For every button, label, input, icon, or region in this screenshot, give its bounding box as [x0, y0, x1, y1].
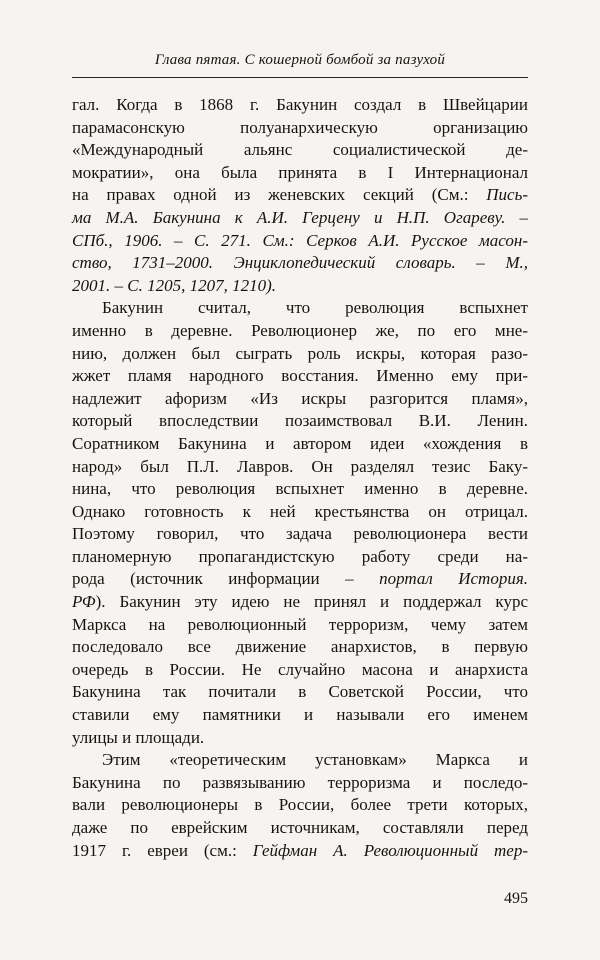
text-line — [72, 297, 528, 320]
text-line — [72, 681, 528, 704]
text-line — [72, 772, 528, 795]
text-run: гал. Когда в 1868 г. Бакунин создал в Швейцарии — [72, 95, 528, 114]
text-line — [72, 184, 528, 207]
text-line — [72, 794, 528, 817]
text-run: народ» был П.Л. Лавров. Он разделял тезис Баку- — [72, 456, 528, 476]
text-line — [72, 433, 528, 456]
text-line — [72, 410, 528, 433]
text-line — [72, 817, 528, 840]
text-line — [72, 117, 528, 140]
text-line — [72, 523, 528, 546]
header-rule — [72, 77, 528, 78]
page-number: 495 — [504, 890, 528, 907]
text-run: Маркса на революционный терроризм, чему затем — [72, 614, 528, 634]
text-run: нию, должен был сыграть роль искры, которая разо- — [72, 343, 528, 363]
text-line — [72, 659, 528, 682]
running-header: Глава пятая. С кошерной бомбой за пазухой — [154, 52, 446, 68]
italic-text-run: 2001. – С. 1205, 1207, 1210). — [72, 275, 276, 295]
text-run: Поэтому говорил, что задача революционера вести — [72, 524, 528, 544]
text-line — [72, 727, 528, 750]
text-line — [72, 749, 528, 772]
text-line — [72, 139, 528, 162]
text-line — [72, 456, 528, 479]
text-line — [72, 614, 528, 637]
text-line — [72, 546, 528, 569]
text-line — [72, 501, 528, 524]
text-line — [72, 320, 528, 343]
italic-text-run: ма М.А. Бакунина к А.И. Герцену и Н.П. Огареву. – — [72, 207, 528, 227]
text-run: Однако готовность к ней крестьянства он отрицал. — [72, 501, 528, 521]
text-run: надлежит афоризм «Из искры разгорится пламя», — [72, 388, 528, 408]
text-line — [72, 94, 528, 117]
text-run: ). Бакунин эту идею не принял и поддержал курс — [95, 592, 528, 612]
italic-text-run: ство, 1731–2000. Энциклопедический словарь. – М., — [72, 253, 528, 273]
text-run: мократии», она была принята в I Интернационал — [72, 162, 528, 182]
text-line — [72, 591, 528, 614]
body-text — [72, 94, 528, 862]
italic-text-run: портал История. — [379, 569, 528, 589]
text-line — [72, 636, 528, 659]
text-run: Соратником Бакунина и автором идеи «хождения в — [72, 433, 528, 453]
text-run: нина, что революция вспыхнет именно в деревне. — [72, 479, 528, 499]
text-run: последовало все движение анархистов, в первую — [72, 637, 528, 657]
text-run: очередь в России. Не случайно масона и анархиста — [72, 659, 528, 679]
paragraph — [72, 297, 528, 749]
text-run: даже по еврейским источникам, составляли перед — [72, 818, 528, 837]
text-run: улицы и площади. — [72, 727, 205, 747]
text-run: Этим «теоретическим установкам» Маркса и — [102, 750, 528, 770]
text-line — [72, 207, 528, 230]
text-line — [72, 343, 528, 366]
text-line — [72, 478, 528, 501]
paragraph — [72, 749, 528, 862]
italic-text-run: Пись- — [486, 185, 528, 205]
text-run: Бакунина по развязыванию терроризма и последо- — [72, 772, 528, 792]
paragraph — [72, 94, 528, 297]
text-line — [72, 568, 528, 591]
text-line — [72, 388, 528, 411]
text-run: парамасонскую полуанархическую организацию — [72, 117, 528, 137]
text-line — [72, 275, 528, 298]
italic-text-run: СПб., 1906. – С. 271. См.: Серков А.И. Русское масон- — [72, 230, 528, 250]
text-run: рода (источник информации – — [72, 569, 380, 589]
text-run: на правах одной из женевских секций (См.: — [72, 185, 487, 205]
text-line — [72, 365, 528, 388]
text-run: вали революционеры в России, более трети которых, — [72, 795, 528, 815]
text-line — [72, 840, 528, 863]
text-line — [72, 252, 528, 275]
text-line — [72, 230, 528, 253]
text-run: Бакунина так почитали в Советской России, что — [72, 682, 528, 702]
text-run: 1917 г. евреи (см.: — [72, 840, 253, 860]
text-run: «Международный альянс социалистической де- — [72, 140, 528, 160]
text-run: Бакунин считал, что революция вспыхнет — [102, 298, 528, 318]
italic-text-run: РФ — [72, 592, 96, 612]
text-run: жжет пламя народного восстания. Именно ему при- — [72, 366, 528, 386]
text-run: планомерную пропагандистскую работу среди на- — [72, 546, 528, 566]
text-run: ставили ему памятники и называли его именем — [72, 705, 528, 725]
text-run: который впоследствии позаимствовал В.И. Ленин. — [72, 411, 528, 431]
text-line — [72, 162, 528, 185]
text-line — [72, 704, 528, 727]
italic-text-run: Гейфман А. Революционный тер- — [252, 840, 528, 860]
text-run: именно в деревне. Революционер же, по его мне- — [72, 320, 528, 340]
